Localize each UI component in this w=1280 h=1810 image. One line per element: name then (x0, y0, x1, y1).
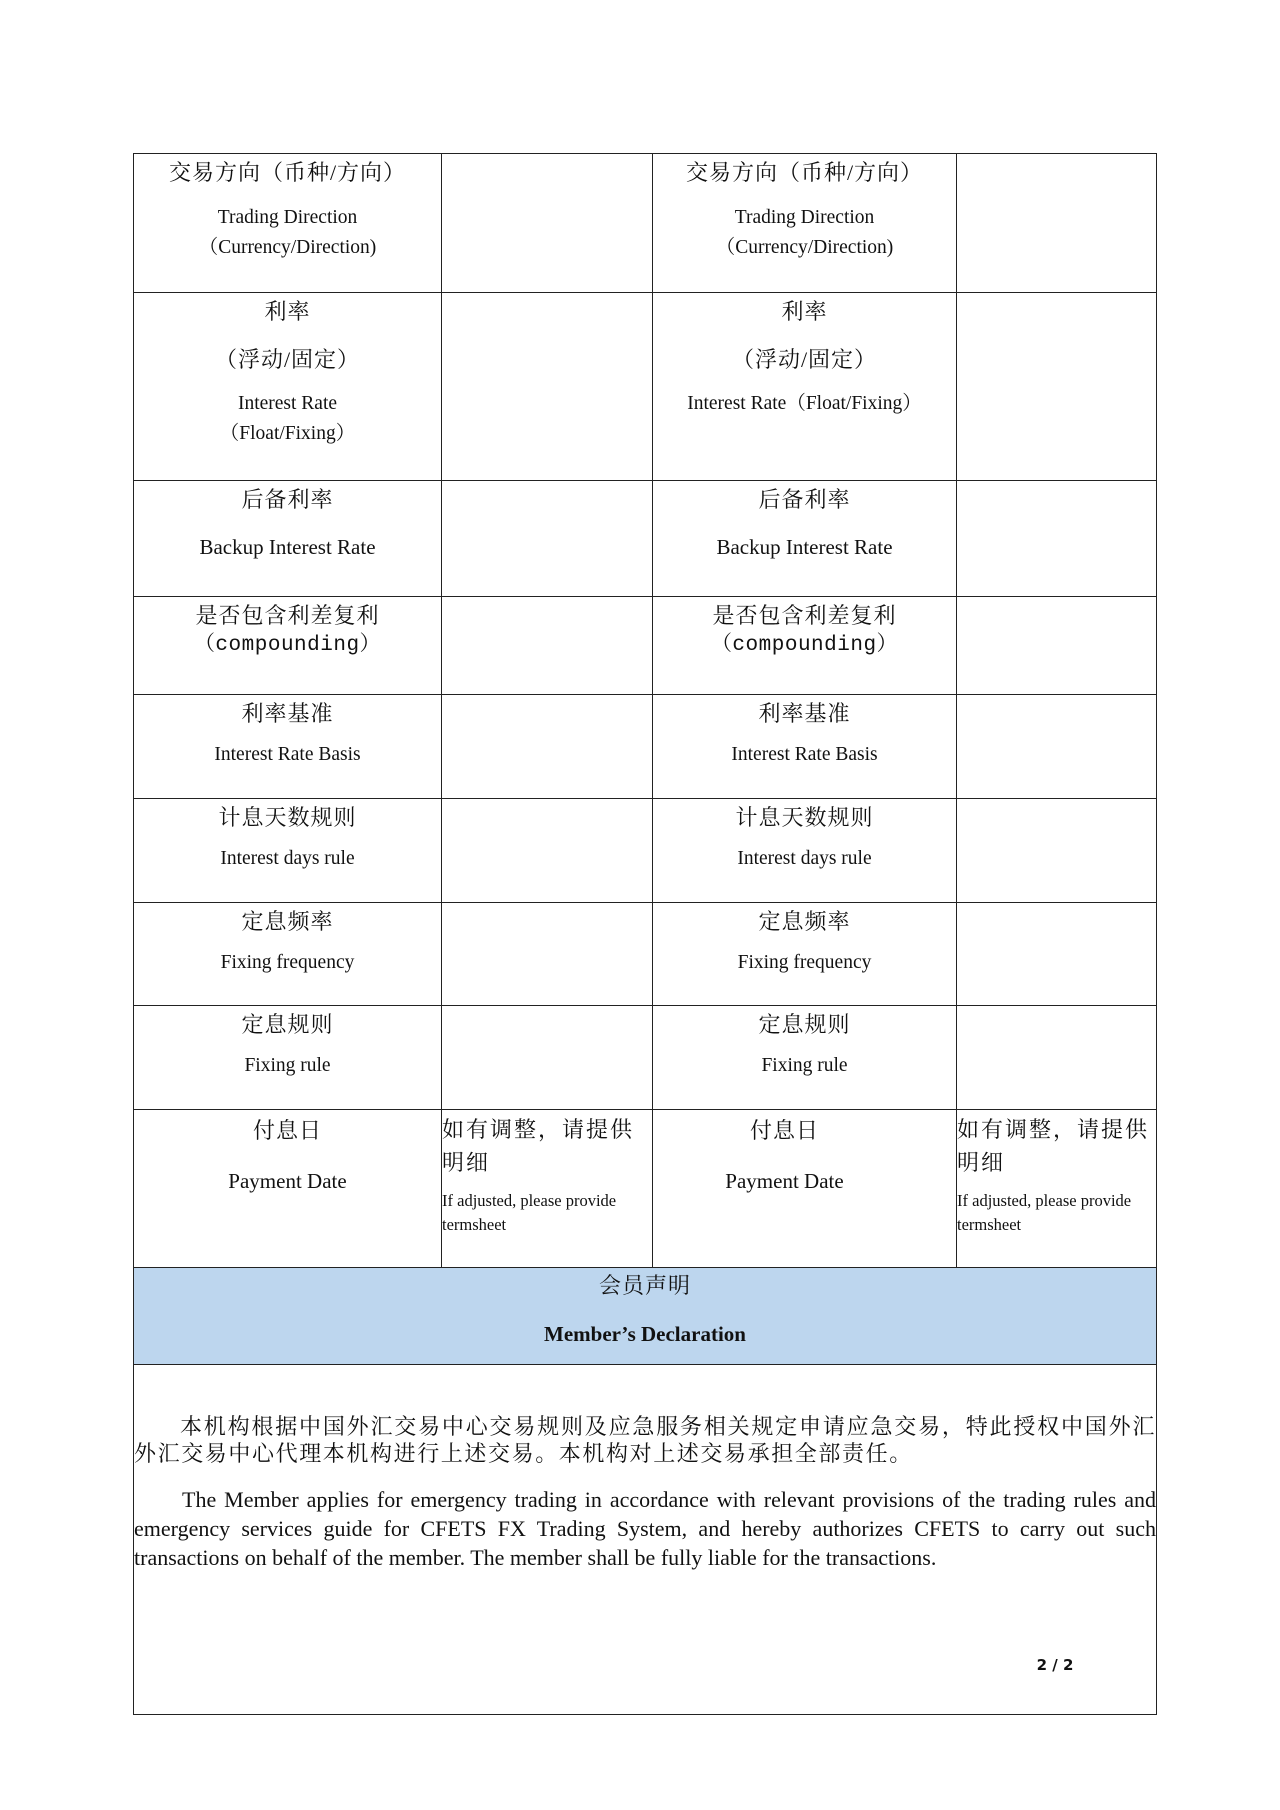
value-trading-direction-right[interactable] (957, 154, 1157, 293)
form-row-trading-direction (134, 154, 1157, 293)
label-en-sub: （Currency/Direction) (715, 237, 894, 258)
label-zh: 计息天数规则 (218, 805, 357, 830)
form-row-interest-days-rule (134, 799, 1157, 903)
label-en: （compounding） (710, 634, 899, 657)
label-zh: 交易方向（币种/方向） (685, 160, 924, 185)
label-fixing-rule-right (653, 1006, 957, 1110)
label-zh: 定息频率 (241, 909, 334, 934)
label-en: Interest Rate Basis (214, 744, 361, 765)
label-zh: 付息日 (749, 1118, 819, 1143)
value-days-rule-left[interactable] (442, 799, 653, 903)
label-payment-date-left (134, 1110, 442, 1268)
page-number: 2 / 2 (1036, 1656, 1074, 1674)
label-zh: 交易方向（币种/方向） (168, 160, 407, 185)
declaration-header (134, 1268, 1157, 1365)
label-en: Interest Rate (237, 393, 338, 414)
label-zh: 定息规则 (241, 1012, 334, 1037)
label-en: Fixing frequency (737, 952, 872, 973)
value-rate-basis-left[interactable] (442, 695, 653, 799)
label-zh: 利率基准 (758, 701, 851, 726)
label-fixing-rule-left (134, 1006, 442, 1110)
value-interest-rate-left[interactable] (442, 293, 653, 481)
label-fixing-frequency-right (653, 903, 957, 1006)
declaration-body-row (134, 1365, 1157, 1715)
label-zh: 是否包含利差复利 (712, 603, 897, 628)
value-fixing-rule-right[interactable] (957, 1006, 1157, 1110)
payment-date-note-en: If adjusted, please provide termsheet (957, 1191, 1132, 1234)
label-en: Trading Direction (734, 207, 875, 228)
label-en: （compounding） (193, 634, 382, 657)
declaration-text-zh: 本机构根据中国外汇交易中心交易规则及应急服务相关规定申请应急交易，特此授权中国外汇外汇交易中心代理本机构进行上述交易。本机构对上述交易承担全部责任。 (134, 1414, 1156, 1466)
label-compounding-right (653, 597, 957, 695)
label-en: Backup Interest Rate (199, 535, 376, 559)
value-backup-rate-right[interactable] (957, 481, 1157, 597)
value-rate-basis-right[interactable] (957, 695, 1157, 799)
trade-details-form-table (133, 153, 1157, 1715)
value-days-rule-right[interactable] (957, 799, 1157, 903)
label-en: Interest Rate Basis (731, 744, 878, 765)
declaration-title-en: Member’s Declaration (544, 1322, 746, 1346)
label-trading-direction-left (134, 154, 442, 293)
label-en-sub: （Float/Fixing） (219, 423, 356, 444)
value-trading-direction-left[interactable] (442, 154, 653, 293)
label-rate-basis-right (653, 695, 957, 799)
label-zh: 后备利率 (758, 487, 851, 512)
label-zh: 利率基准 (241, 701, 334, 726)
label-zh-sub: （浮动/固定） (731, 347, 878, 372)
label-fixing-frequency-left (134, 903, 442, 1006)
label-en: Payment Date (228, 1169, 347, 1193)
label-en: Interest days rule (220, 848, 355, 869)
value-fixing-frequency-right[interactable] (957, 903, 1157, 1006)
declaration-title-zh: 会员声明 (598, 1273, 691, 1298)
label-trading-direction-right (653, 154, 957, 293)
label-zh: 定息规则 (758, 1012, 851, 1037)
form-row-interest-rate (134, 293, 1157, 481)
label-days-rule-left (134, 799, 442, 903)
form-row-compounding (134, 597, 1157, 695)
declaration-body (134, 1365, 1157, 1715)
form-row-backup-interest-rate (134, 481, 1157, 597)
label-en: Interest days rule (737, 848, 872, 869)
declaration-text-en: The Member applies for emergency trading in accordance with relevant provisions of the trading rules and emergency services guide for CFETS FX Trading System, and hereby authorizes CFETS to carry out such transactions on behalf of the member. The member shall be fully liable for the transactions. (134, 1487, 1156, 1570)
label-en-sub: （Currency/Direction) (198, 237, 377, 258)
value-compounding-left[interactable] (442, 597, 653, 695)
declaration-header-row (134, 1268, 1157, 1365)
label-zh: 定息频率 (758, 909, 851, 934)
label-interest-rate-right (653, 293, 957, 481)
label-en: Fixing rule (244, 1055, 331, 1076)
value-fixing-rule-left[interactable] (442, 1006, 653, 1110)
label-zh: 后备利率 (241, 487, 334, 512)
payment-date-note-zh: 如有调整，请提供明细 (442, 1117, 635, 1175)
form-row-fixing-rule (134, 1006, 1157, 1110)
label-en: Payment Date (725, 1169, 844, 1193)
label-zh: 付息日 (252, 1118, 322, 1143)
label-zh: 计息天数规则 (735, 805, 874, 830)
label-en: Fixing frequency (220, 952, 355, 973)
form-row-fixing-frequency (134, 903, 1157, 1006)
form-row-payment-date (134, 1110, 1157, 1268)
label-backup-rate-right (653, 481, 957, 597)
payment-date-note-en: If adjusted, please provide termsheet (442, 1191, 617, 1234)
label-zh-sub: （浮动/固定） (214, 347, 361, 372)
form-row-interest-rate-basis (134, 695, 1157, 799)
value-payment-date-left[interactable] (442, 1110, 653, 1268)
label-compounding-left (134, 597, 442, 695)
payment-date-note-zh: 如有调整，请提供明细 (957, 1117, 1150, 1175)
value-compounding-right[interactable] (957, 597, 1157, 695)
label-en: Fixing rule (761, 1055, 848, 1076)
value-backup-rate-left[interactable] (442, 481, 653, 597)
value-fixing-frequency-left[interactable] (442, 903, 653, 1006)
label-en: Backup Interest Rate (716, 535, 893, 559)
label-zh: 是否包含利差复利 (195, 603, 380, 628)
value-payment-date-right[interactable] (957, 1110, 1157, 1268)
label-en: Interest Rate（Float/Fixing） (687, 393, 922, 414)
label-interest-rate-left (134, 293, 442, 481)
label-zh: 利率 (264, 299, 311, 324)
label-zh: 利率 (781, 299, 828, 324)
label-days-rule-right (653, 799, 957, 903)
label-payment-date-right (653, 1110, 957, 1268)
value-interest-rate-right[interactable] (957, 293, 1157, 481)
label-backup-rate-left (134, 481, 442, 597)
label-en: Trading Direction (217, 207, 358, 228)
label-rate-basis-left (134, 695, 442, 799)
